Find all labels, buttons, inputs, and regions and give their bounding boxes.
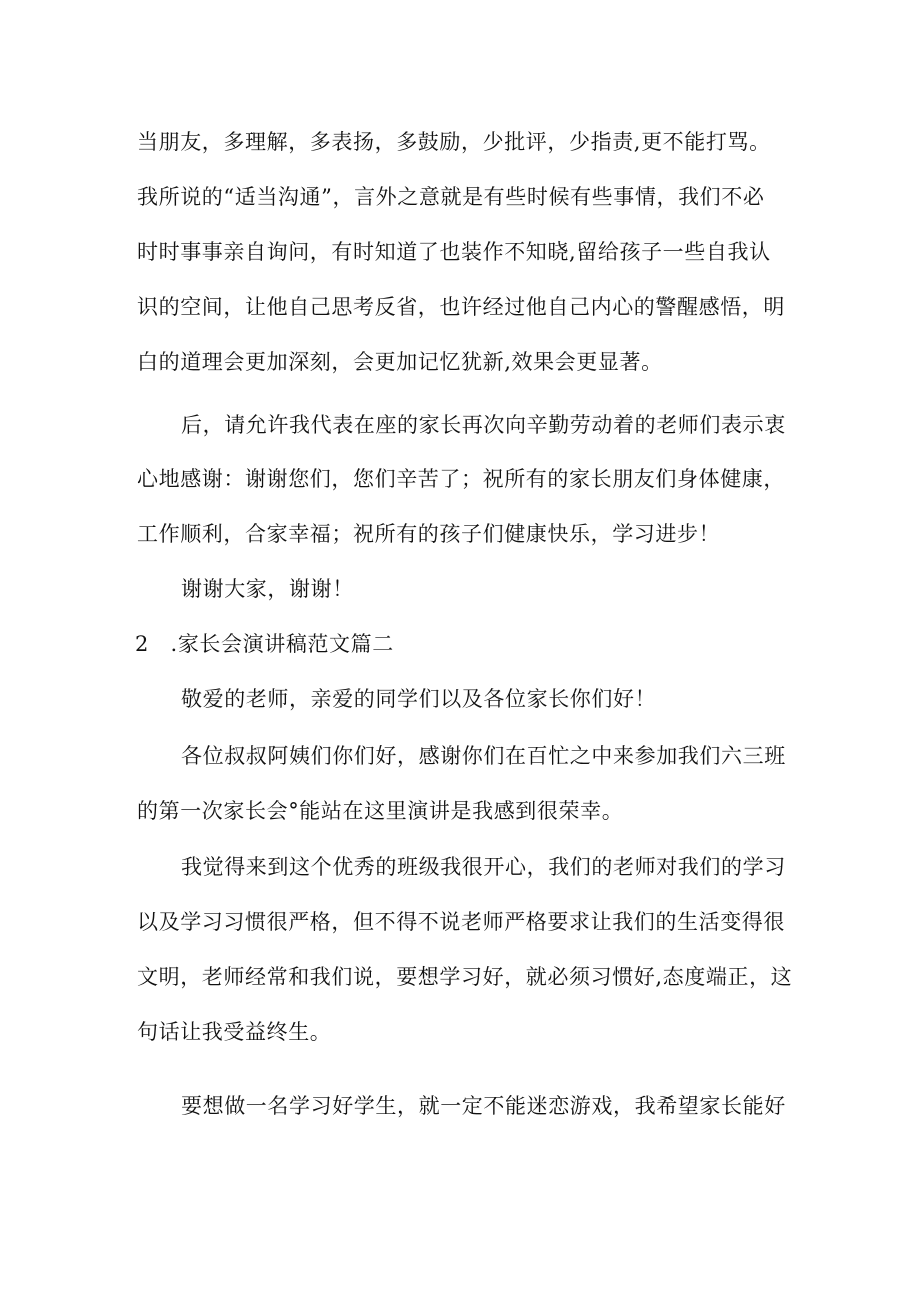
text-line: 我所说的“适当沟通”，言外之意就是有些时候有些事情，我们不必 [137, 185, 765, 209]
text-line: 白的道理会更加深刻，会更加记忆犹新,效果会更显著。 [137, 350, 663, 374]
text-line: 谢谢大家，谢谢！ [181, 577, 354, 601]
text-line: 我觉得来到这个优秀的班级我很开心，我们的老师对我们的学习 [181, 855, 786, 879]
text-line: 敬爱的老师，亲爱的同学们以及各位家长你们好！ [181, 687, 657, 711]
text-line: 句话让我受益终生。 [137, 1020, 332, 1044]
text-line: 当朋友，多理解，多表扬，多鼓励，少批评，少指责,更不能打骂。 [137, 130, 771, 154]
text-line: 工作顺利，合家幸福；祝所有的孩子们健康快乐，学习进步！ [137, 522, 721, 546]
text-line: 的第一次家长会°能站在这里演讲是我感到很荣幸。 [137, 799, 624, 823]
text-line: 后，请允许我代表在座的家长再次向辛勤劳动着的老师们表示衷 [181, 413, 786, 437]
text-line: 时时事事亲自询问，有时知道了也装作不知晓,留给孩子一些自我认 [137, 240, 771, 264]
text-line: 要想做一名学习好学生，就一定不能迷恋游戏，我希望家长能好 [181, 1094, 786, 1118]
text-line: 心地感谢：谢谢您们，您们辛苦了；祝所有的家长朋友们身体健康， [137, 467, 785, 491]
text-line: 以及学习习惯很严格，但不得不说老师严格要求让我们的生活变得很 [137, 910, 785, 934]
text-line: 识的空间，让他自己思考反省，也许经过他自己内心的警醒感悟，明 [137, 295, 785, 319]
text-line: 文明，老师经常和我们说，要想学习好，就必须习惯好,态度端正，这 [137, 965, 793, 989]
text-line: 各位叔叔阿姨们你们好，感谢你们在百忙之中来参加我们六三班 [181, 744, 786, 768]
section-heading: 2 .家长会演讲稿范文篇二 [135, 632, 394, 656]
